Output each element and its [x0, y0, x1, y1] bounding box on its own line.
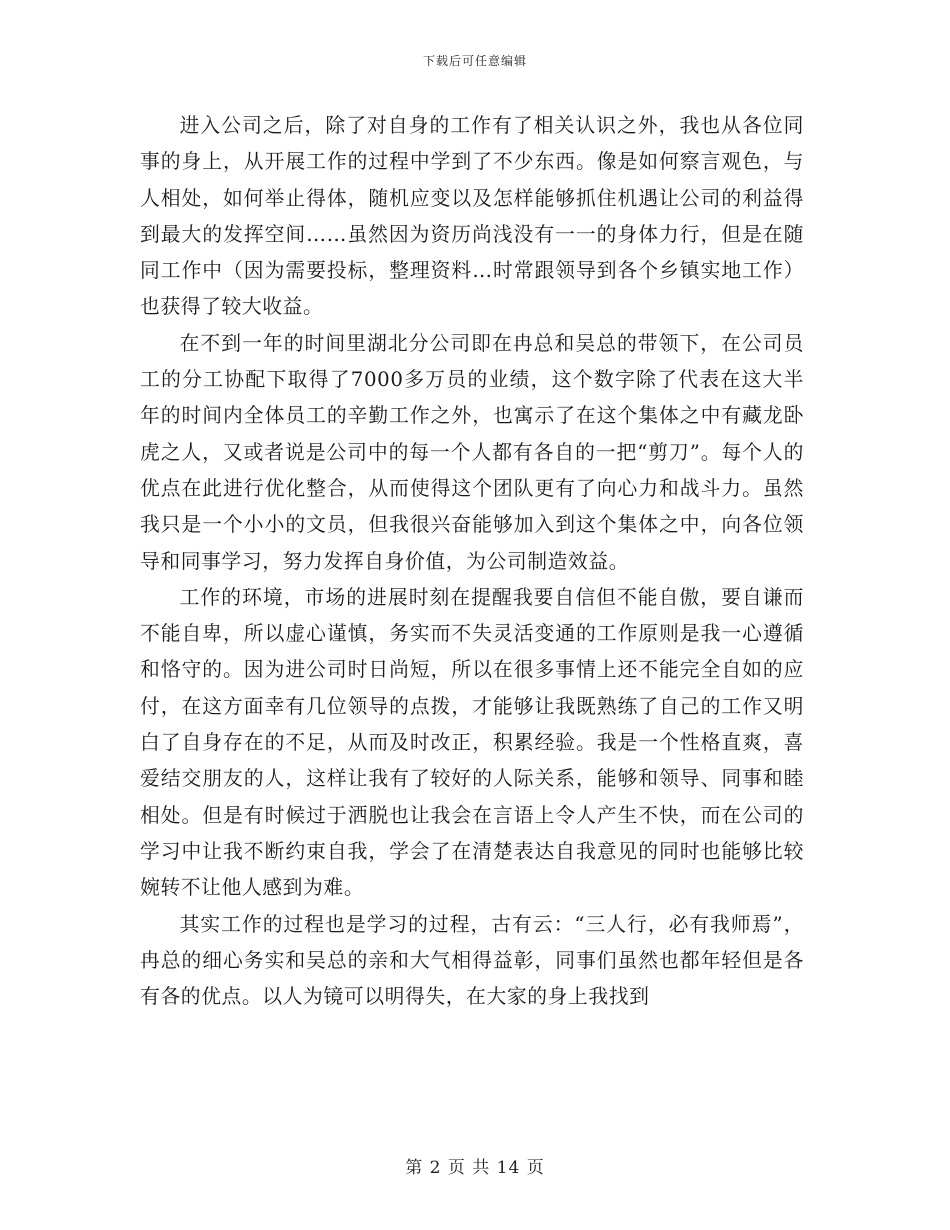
page-header: 下载后可任意编辑 [422, 54, 527, 68]
paragraph-2: 在不到一年的时间里湖北分公司即在冉总和吴总的带领下，在公司员工的分工协配下取得了7000多万员的业绩，这个数字除了代表在这大半年的时间内全体员工的辛勤工作之外，也寓示了在这个集体之中有藏龙卧虎之人，又或者说是公司中的每一个人都有各自的一把“剪刀”。每个人的优点在此进行优化整合，从而使得这个团队更有了向心力和战斗力。虽然我只是一个小小的文员，但我很兴奋能够加入到这个集体之中，向各位领导和同事学习，努力发挥自身价值，为公司制造效益。 [140, 331, 804, 573]
paragraph-3: 工作的环境，市场的进展时刻在提醒我要自信但不能自傲，要自谦而不能自卑，所以虚心谨慎，务实而不失灵活变通的工作原则是我一心遵循和恪守的。因为进公司时日尚短，所以在很多事情上还不能完全自如的应付，在这方面幸有几位领导的点拨，才能够让我既熟练了自己的工作又明白了自身存在的不足，从而及时改正，积累经验。我是一个性格直爽，喜爱结交朋友的人，这样让我有了较好的人际关系，能够和领导、同事和睦相处。但是有时候过于洒脱也让我会在言语上令人产生不快，而在公司的学习中让我不断约束自我，学会了在清楚表达自我意见的同时也能够比较婉转不让他人感到为难。 [140, 585, 804, 900]
paragraph-4: 其实工作的过程也是学习的过程，古有云：“三人行，必有我师焉”，冉总的细心务实和吴总的亲和大气相得益彰，同事们虽然也都年轻但是各有各的优点。以人为镜可以明得失，在大家的身上我找到 [140, 912, 804, 1009]
document-body [140, 108, 804, 1015]
page-footer: 第 2 页 共 14 页 [405, 1158, 545, 1178]
paragraph-1: 进入公司之后，除了对自身的工作有了相关认识之外，我也从各位同事的身上，从开展工作的过程中学到了不少东西。像是如何察言观色，与人相处，如何举止得体，随机应变以及怎样能够抓住机遇让公司的利益得到最大的发挥空间……虽然因为资历尚浅没有一一的身体力行，但是在随同工作中（因为需要投标，整理资料…时常跟领导到各个乡镇实地工作）也获得了较大收益。 [140, 114, 804, 319]
